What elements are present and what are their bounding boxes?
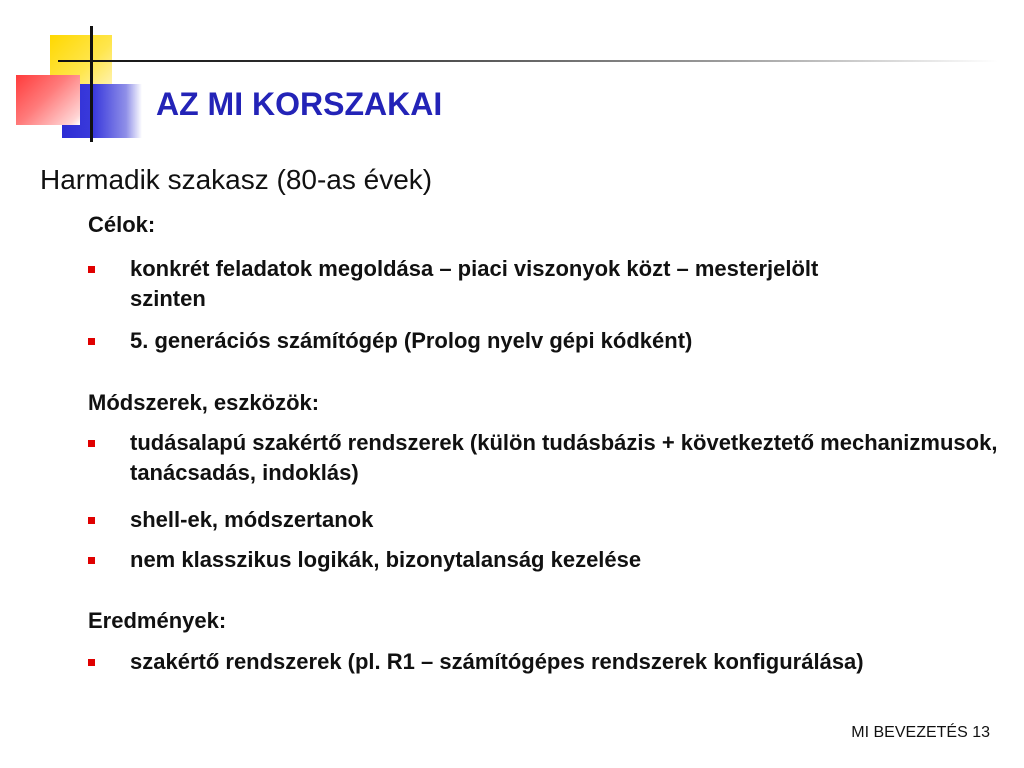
list-item (88, 428, 1008, 488)
logo-red-square (16, 75, 80, 125)
bullet-square-icon (88, 440, 95, 447)
title-underline (58, 60, 998, 62)
list-item-text: 5. generációs számítógép (Prolog nyelv gépi kódként) (130, 328, 693, 353)
bullet-square-icon (88, 266, 95, 273)
list-item (88, 505, 1008, 535)
logo-vertical-line (90, 26, 93, 142)
list-item-text: tudásalapú szakértő rendszerek (külön tudásbázis + következtető mechanizmusok, tanácsadás, indoklás) (130, 430, 998, 485)
bullet-square-icon (88, 557, 95, 564)
bullet-square-icon (88, 659, 95, 666)
list-item-text: szakértő rendszerek (pl. R1 – számítógépes rendszerek konfigurálása) (130, 649, 864, 674)
slide-footer: MI BEVEZETÉS 13 (851, 724, 990, 741)
list-item-text: nem klasszikus logikák, bizonytalanság kezelése (130, 547, 642, 572)
list-item (88, 545, 1008, 575)
bullet-square-icon (88, 338, 95, 345)
list-item (88, 647, 1008, 677)
list-item-text: shell-ek, módszertanok (130, 507, 374, 532)
slide-title: AZ MI KORSZAKAI (156, 86, 443, 122)
section-label-eredmenyek: Eredmények: (88, 608, 227, 633)
slide-logo (0, 0, 160, 150)
list-item (88, 254, 1008, 314)
slide-subheading: Harmadik szakasz (80-as évek) (40, 164, 433, 195)
bullet-square-icon (88, 517, 95, 524)
list-item (88, 326, 1008, 356)
section-label-celok: Célok: (88, 212, 156, 237)
list-item-text: konkrét feladatok megoldása – piaci viszonyok közt – mesterjelölt szinten (130, 256, 819, 311)
section-label-modszerek: Módszerek, eszközök: (88, 390, 320, 415)
